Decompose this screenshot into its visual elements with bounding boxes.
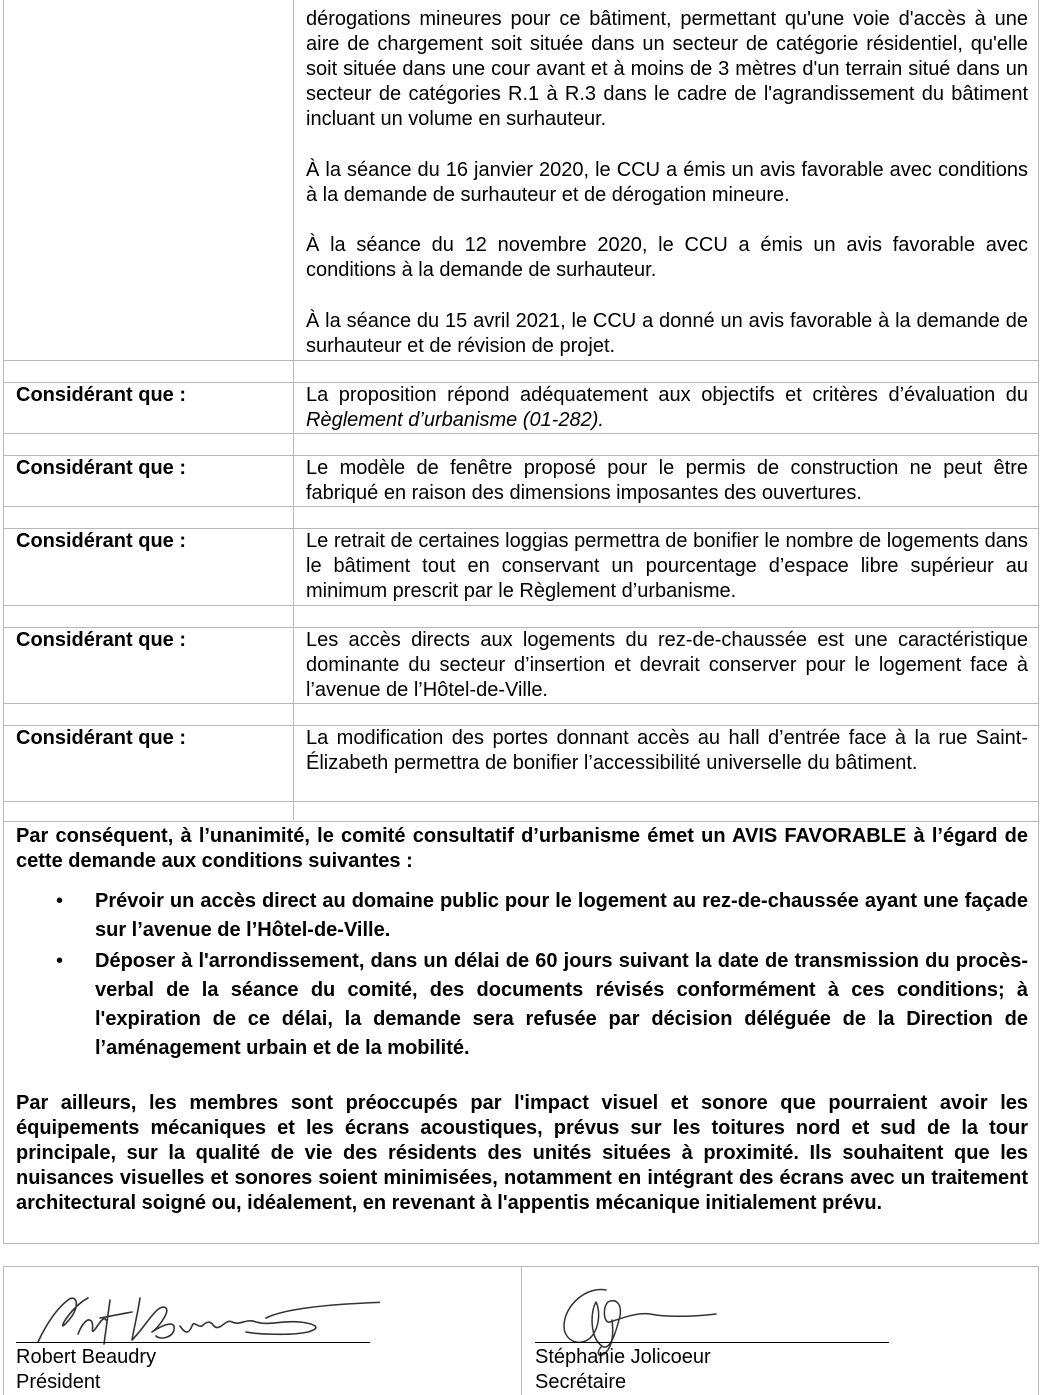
row-divider bbox=[3, 360, 1039, 361]
table-left-border bbox=[3, 0, 4, 1243]
considering-text: Le modèle de fenêtre proposé pour le permis de construction ne peut être fabriqué en raison des dimensions imposantes des ouvertures. bbox=[306, 457, 1028, 504]
concern-text: Par ailleurs, les membres sont préoccupés par l'impact visuel et sonore que pourraient avoir les équipements mécaniques et les écrans acoustiques, prévus sur les toitures nord et sud de la tour principale, sur la qualité de vie des résidents des unités situées à proximité. Ils souhaitent que les nuisances visuelles et sonores soient minimisées, notamment en intégrant des écrans avec un traitement architectural soigné ou, idéalement, en revenant à l'appentis mécanique initialement prévu. bbox=[16, 1092, 1028, 1214]
row-divider bbox=[3, 433, 1039, 434]
considering-label: Considérant que : bbox=[16, 530, 187, 552]
considering-text bbox=[306, 383, 1028, 433]
considering-text: Le retrait de certaines loggias permettra de bonifier le nombre de logements dans le bâtiment tout en conservant un pourcentage d’espace libre supérieur au minimum prescrit par le Règlement d’urbanisme. bbox=[306, 530, 1028, 602]
decision-text: Par conséquent, à l’unanimité, le comité consultatif d’urbanisme émet un AVIS FAVORABLE à l’égard de cette demande aux conditions suivantes : bbox=[16, 825, 1028, 872]
condition-item bbox=[16, 887, 1028, 945]
regulation-reference: Règlement d’urbanisme (01-282). bbox=[306, 409, 604, 431]
intro-paragraph: À la séance du 15 avril 2021, le CCU a donné un avis favorable à la demande de surhauteur et de révision de projet. bbox=[306, 310, 1028, 357]
row-divider bbox=[3, 605, 1039, 606]
signatory-name: Stéphanie Jolicoeur bbox=[535, 1346, 711, 1368]
row-divider bbox=[3, 1243, 1039, 1244]
row-divider bbox=[3, 703, 1039, 704]
condition-text: Prévoir un accès direct au domaine public pour le logement au rez-de-chaussée ayant une façade sur l’avenue de l’Hôtel-de-Ville. bbox=[95, 890, 1028, 941]
conditions-list bbox=[16, 887, 1028, 1063]
intro-paragraph: À la séance du 16 janvier 2020, le CCU a émis un avis favorable avec conditions à la demande de surhauteur et de dérogation mineure. bbox=[306, 159, 1028, 206]
considering-label: Considérant que : bbox=[16, 629, 187, 651]
condition-item bbox=[16, 947, 1028, 1063]
considering-text: La modification des portes donnant accès au hall d’entrée face à la rue Saint-Élizabeth permettra de bonifier l’accessibilité universelle du bâtiment. bbox=[306, 727, 1028, 774]
signature-right-border bbox=[1038, 1266, 1039, 1395]
row-divider bbox=[3, 506, 1039, 507]
intro-paragraph: À la séance du 12 novembre 2020, le CCU a émis un avis favorable avec conditions à la demande de surhauteur. bbox=[306, 234, 1028, 281]
considering-label: Considérant que : bbox=[16, 384, 187, 406]
condition-text: Déposer à l'arrondissement, dans un délai de 60 jours suivant la date de transmission du procès-verbal de la séance du comité, des documents révisés conformément à ces conditions; à l'expiration de ce délai, la demande sera refusée par décision déléguée de la Direction de l’aménagement urbain et de la mobilité. bbox=[95, 950, 1028, 1059]
signature-left-border bbox=[3, 1266, 4, 1395]
row-divider bbox=[3, 821, 1039, 822]
considering-text-prefix: La proposition répond adéquatement aux objectifs et critères d’évaluation du bbox=[306, 384, 1028, 406]
table-column-divider bbox=[293, 0, 294, 820]
considering-label: Considérant que : bbox=[16, 457, 187, 479]
signature-line bbox=[16, 1342, 370, 1343]
row-divider bbox=[3, 801, 1039, 802]
signatory-name: Robert Beaudry bbox=[16, 1346, 157, 1368]
bullet-icon: • bbox=[56, 950, 64, 972]
signatory-title: Secrétaire bbox=[535, 1371, 627, 1393]
signatory-title: Président bbox=[16, 1371, 101, 1393]
considering-label: Considérant que : bbox=[16, 727, 187, 749]
signature-line bbox=[535, 1342, 889, 1343]
signature-divider bbox=[521, 1266, 522, 1395]
table-right-border bbox=[1038, 0, 1039, 1243]
intro-paragraph: dérogations mineures pour ce bâtiment, permettant qu'une voie d'accès à une aire de chargement soit située dans un secteur de catégorie résidentiel, qu'elle soit située dans une cour avant et à moins de 3 mètres d'un terrain situé dans un secteur de catégories R.1 à R.3 dans le cadre de l'agrandissement du bâtiment incluant un volume en surhauteur. bbox=[306, 8, 1028, 130]
considering-text: Les accès directs aux logements du rez-de-chaussée est une caractéristique dominante du secteur d’insertion et devrait conserver pour le logement face à l’avenue de l’Hôtel-de-Ville. bbox=[306, 629, 1028, 701]
bullet-icon: • bbox=[56, 890, 64, 912]
